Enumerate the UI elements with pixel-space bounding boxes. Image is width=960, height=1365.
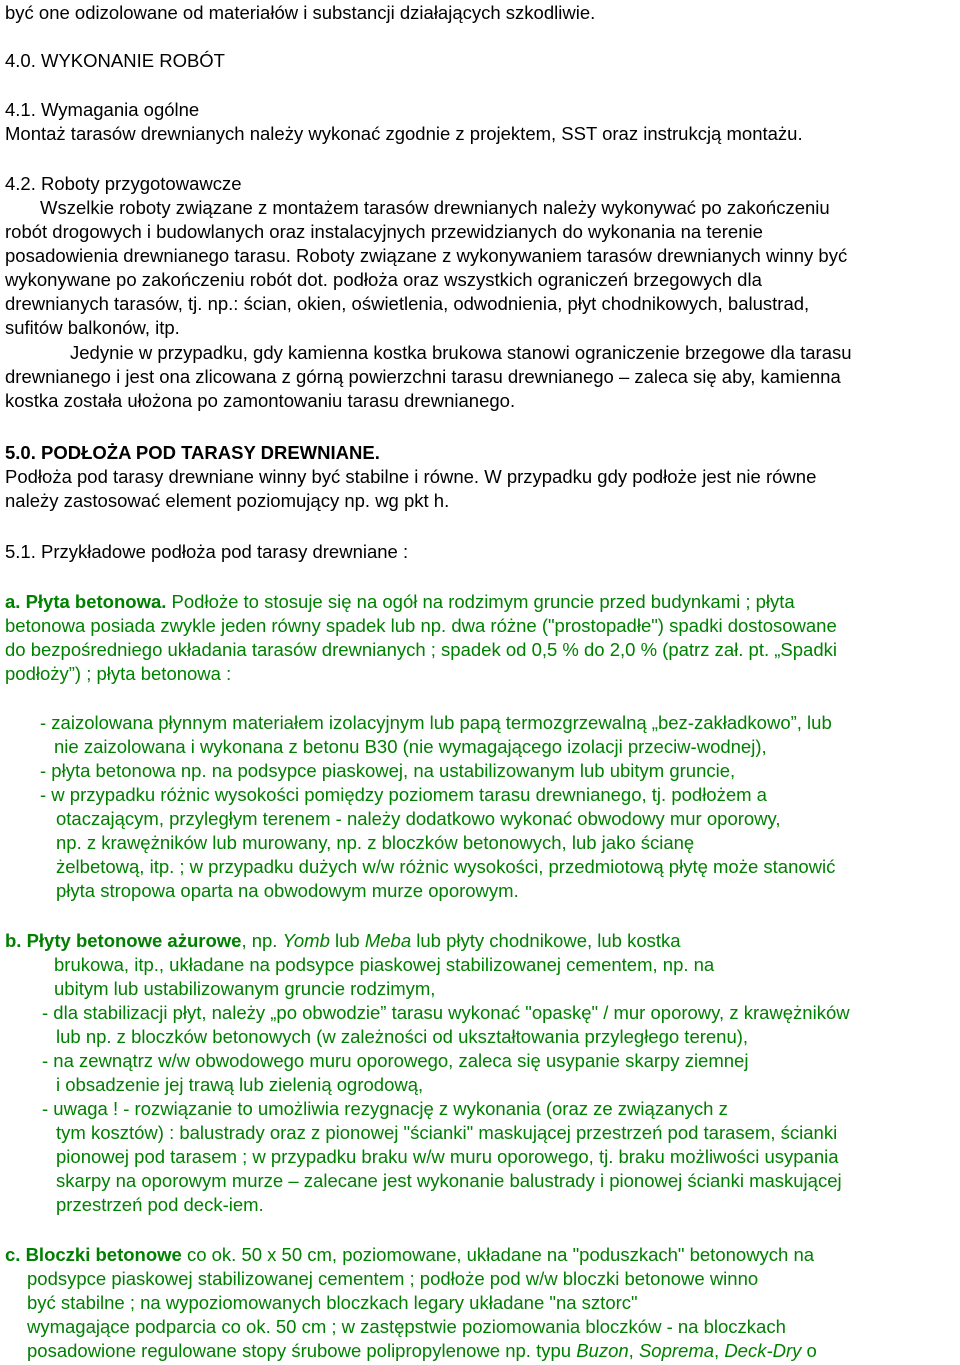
brand-soprema: Soprema <box>638 1340 715 1361</box>
section-heading-4-0: 4.0. WYKONANIE ROBÓT <box>5 50 225 71</box>
section-heading-4-1: 4.1. Wymagania ogólne <box>5 99 200 120</box>
list-item: - uwaga ! - rozwiązanie to umożliwia rezygnację z wykonania (oraz ze związanych z <box>42 1098 728 1119</box>
brand-meba: Meba <box>364 930 412 951</box>
item-b-line: b. Płyty betonowe ażurowe, np. Yomb lub Meba lub płyty chodnikowe, lub kostka <box>5 930 681 951</box>
text-line: i obsadzenie jej trawą lub zielenią ogrodową, <box>56 1074 424 1095</box>
text-line: drewnianych tarasów, tj. np.: ścian, okien, oświetlenia, odwodnienia, płyt chodnikowych, balustrad, <box>5 293 810 314</box>
item-c-title: c. Bloczki betonowe <box>5 1244 182 1265</box>
section-heading-4-2: 4.2. Roboty przygotowawcze <box>5 173 242 194</box>
section-heading-5-0: 5.0. PODŁOŻA POD TARASY DREWNIANE. <box>5 442 380 463</box>
brand-deck-dry: Deck-Dry <box>724 1340 802 1361</box>
text-line: podłoży”) ; płyta betonowa : <box>5 663 232 684</box>
text-line: tym kosztów) : balustrady oraz z pionowej "ścianki" maskującej przestrzeń pod tarasem, ścianki <box>56 1122 838 1143</box>
text-line: skarpy na oporowym murze – zalecane jest wykonanie balustrady i pionowej ścianki maskującej <box>56 1170 842 1191</box>
text-line: podsypce piaskowej stabilizowanej cementem ; podłoże pod w/w bloczki betonowe winno <box>27 1268 759 1289</box>
list-item: - zaizolowana płynnym materiałem izolacyjnym lub papą termozgrzewalną „bez-zakładkowo”, lub <box>40 712 832 733</box>
text-line: brukowa, itp., układane na podsypce piaskowej stabilizowanej cementem, np. na <box>54 954 715 975</box>
text-line: do bezpośredniego układania tarasów drewnianych ; spadek od 0,5 % do 2,0 % (patrz zał. pt. „Spadki <box>5 639 837 660</box>
text-line: Podłoża pod tarasy drewniane winny być stabilne i równe. W przypadku gdy podłoże jest nie równe <box>5 466 817 487</box>
text-line: Wszelkie roboty związane z montażem tarasów drewnianych należy wykonywać po zakończeniu <box>40 197 830 218</box>
text-line: pionowej pod tarasem ; w przypadku braku w/w muru oporowego, tj. braku możliwości usypania <box>56 1146 839 1167</box>
text-line: być stabilne ; na wypoziomowanych bloczkach legary układane "na sztorc" <box>27 1292 638 1313</box>
text-line: robót drogowych i budowlanych oraz instalacyjnych przewidzianych do wykonania na terenie <box>5 221 763 242</box>
list-item: np. z krawężników lub murowany, np. z bloczków betonowych, lub jako ścianę <box>56 832 695 853</box>
list-item: nie zaizolowana i wykonana z betonu B30 (nie wymagającego izolacji przeciw-wodnej), <box>54 736 767 757</box>
section-heading-5-1: 5.1. Przykładowe podłoża pod tarasy drewniane : <box>5 541 409 562</box>
brand-yomb: Yomb <box>282 930 330 951</box>
brand-buzon: Buzon <box>576 1340 629 1361</box>
text-line: Jedynie w przypadku, gdy kamienna kostka brukowa stanowi ograniczenie brzegowe dla tarasu <box>70 342 852 363</box>
text-line: betonowa posiada zwykle jeden równy spadek lub np. dwa różne ("prostopadłe") spadki dostosowane <box>5 615 837 636</box>
list-item: - płyta betonowa np. na podsypce piaskowej, na ustabilizowanym lub ubitym gruncie, <box>40 760 736 781</box>
list-item: otaczającym, przyległym terenem - należy dodatkowo wykonać obwodowy mur oporowy, <box>56 808 781 829</box>
item-a-title: a. Płyta betonowa. <box>5 591 167 612</box>
text-line: być one odizolowane od materiałów i substancji działających szkodliwie. <box>5 2 596 23</box>
text-line: lub np. z bloczków betonowych (w zależności od ukształtowania przyległego terenu), <box>56 1026 749 1047</box>
text-line: drewnianego i jest ona zlicowana z górną powierzchni tarasu drewnianego – zaleca się aby, kamienna <box>5 366 841 387</box>
text-line: posadowione regulowane stopy śrubowe polipropylenowe np. typu Buzon, Soprema, Deck-Dry o <box>27 1340 817 1361</box>
list-item: żelbetową, itp. ; w przypadku dużych w/w różnic wysokości, przedmiotową płytę może stanowić <box>56 856 836 877</box>
text-line: kostka została ułożona po zamontowaniu tarasu drewnianego. <box>5 390 516 411</box>
list-item: płyta stropowa oparta na obwodowym murze oporowym. <box>56 880 519 901</box>
text-line: ubitym lub ustabilizowanym gruncie rodzimym, <box>54 978 436 999</box>
list-item: - dla stabilizacji płyt, należy „po obwodzie” tarasu wykonać "opaskę" / mur oporowy, z krawężników <box>42 1002 850 1023</box>
text-line: wykonywane po zakończeniu robót dot. podłoża oraz wszystkich ograniczeń brzegowych dla <box>5 269 762 290</box>
text-line: przestrzeń pod deck-iem. <box>56 1194 264 1215</box>
text-line: sufitów balkonów, itp. <box>5 317 180 338</box>
text-line: wymagające podparcia co ok. 50 cm ; w zastępstwie poziomowania bloczków - na bloczkach <box>27 1316 786 1337</box>
list-item: - w przypadku różnic wysokości pomiędzy poziomem tarasu drewnianego, tj. podłożem a <box>40 784 767 805</box>
item-c-line: c. Bloczki betonowe co ok. 50 x 50 cm, poziomowane, układane na "poduszkach" betonowych na <box>5 1244 815 1265</box>
item-a-line: a. Płyta betonowa. Podłoże to stosuje się na ogół na rodzimym gruncie przed budynkami ; płyta <box>5 591 795 612</box>
text-line: Montaż tarasów drewnianych należy wykonać zgodnie z projektem, SST oraz instrukcją montażu. <box>5 123 803 144</box>
item-b-title: b. Płyty betonowe ażurowe <box>5 930 242 951</box>
list-item: - na zewnątrz w/w obwodowego muru oporowego, zaleca się usypanie skarpy ziemnej <box>42 1050 749 1071</box>
text-line: należy zastosować element poziomujący np. wg pkt h. <box>5 490 450 511</box>
text-line: posadowienia drewnianego tarasu. Roboty związane z wykonywaniem tarasów drewnianych winny być <box>5 245 848 266</box>
